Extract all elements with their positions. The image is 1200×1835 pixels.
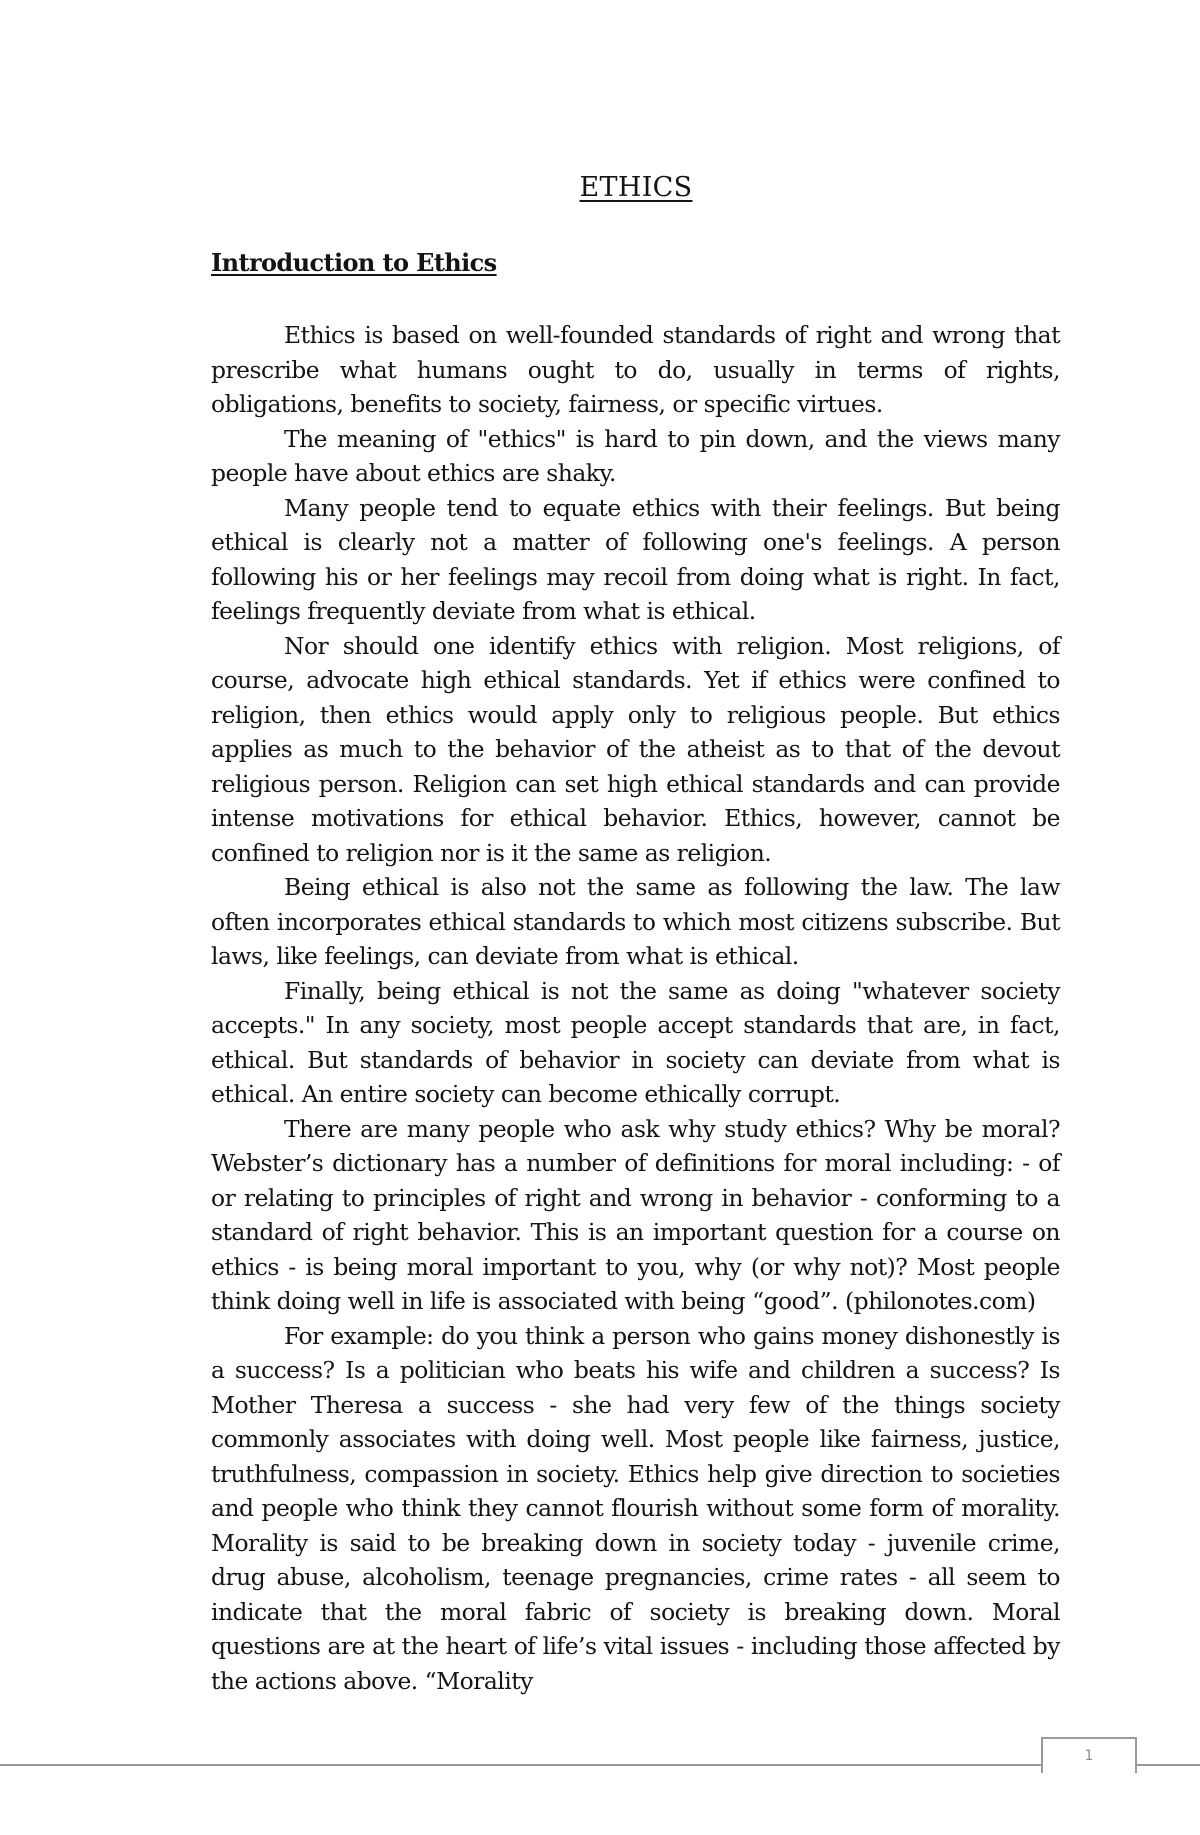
paragraph: For example: do you think a person who gains money dishonestly is a success? Is a politician who beats his wife and children a success? Is Mother Theresa a success - she had very few of the things society commonly associates with doing well. Most people like fairness, justice, truthfulness, compassion in society. Ethics help give direction to societies and people who think they cannot flourish without some form of morality. Morality is said to be breaking down in society today - juvenile crime, drug abuse, alcoholism, teenage pregnancies, crime rates - all seem to indicate that the moral fabric of society is breaking down. Moral questions are at the heart of life’s vital issues - including those affected by the actions above. “Morality	[211, 1321, 1060, 1695]
paragraph: Finally, being ethical is not the same as doing "whatever society accepts." In any society, most people accept standards that are, in fact, ethical. But standards of behavior in society can deviate from what is ethical. An entire society can become ethically corrupt.	[211, 976, 1060, 1108]
paragraph: Ethics is based on well-founded standards of right and wrong that prescribe what humans ought to do, usually in terms of rights, obligations, benefits to society, fairness, or specific virtues.	[211, 321, 1060, 418]
paragraph: Nor should one identify ethics with religion. Most religions, of course, advocate high ethical standards. Yet if ethics were confined to religion, then ethics would apply only to religious people. But ethics applies as much to the behavior of the atheist as to that of the devout religious person. Religion can set high ethical standards and can provide intense motivations for ethical behavior. Ethics, however, cannot be confined to religion nor is it the same as religion.	[211, 631, 1060, 867]
body-text	[211, 318, 1060, 1698]
section-heading: Introduction to Ethics	[211, 248, 497, 277]
footer-rule-right	[1137, 1764, 1200, 1766]
document-title: ETHICS	[579, 172, 693, 203]
paragraph: The meaning of "ethics" is hard to pin down, and the views many people have about ethics are shaky.	[211, 424, 1060, 487]
footer-rule-left	[0, 1764, 1043, 1766]
paragraph: Many people tend to equate ethics with their feelings. But being ethical is clearly not a matter of following one's feelings. A person following his or her feelings may recoil from doing what is right. In fact, feelings frequently deviate from what is ethical.	[211, 493, 1060, 625]
paragraph: Being ethical is also not the same as following the law. The law often incorporates ethical standards to which most citizens subscribe. But laws, like feelings, can deviate from what is ethical.	[211, 873, 1060, 970]
paragraph: There are many people who ask why study ethics? Why be moral? Webster’s dictionary has a number of definitions for moral including: - of or relating to principles of right and wrong in behavior - conforming to a standard of right behavior. This is an important question for a course on ethics - is being moral important to you, why (or why not)? Most people think doing well in life is associated with being “good”. (philonotes.com)	[211, 1114, 1060, 1315]
page-number: 1	[1041, 1737, 1137, 1773]
